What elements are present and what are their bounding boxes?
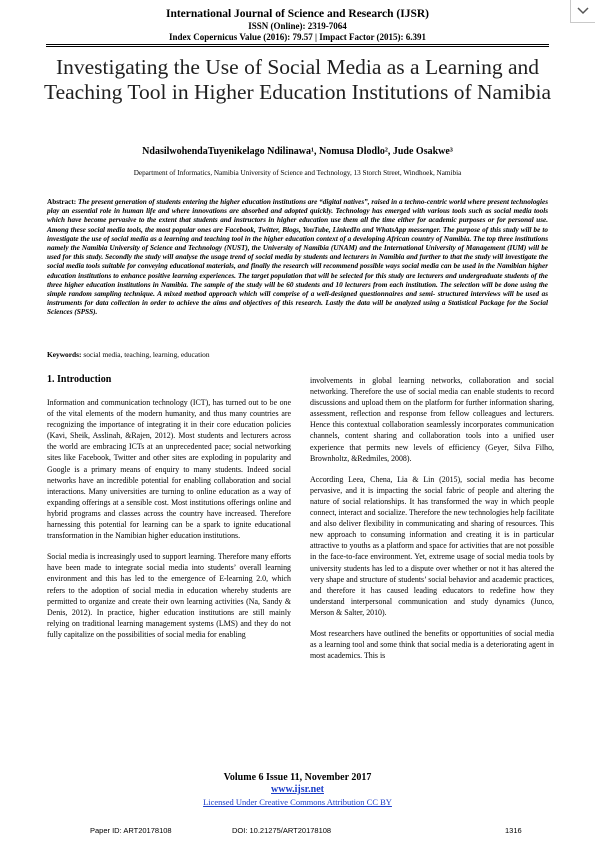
- keywords-label: Keywords:: [47, 350, 82, 359]
- paragraph: Most researchers have outlined the benefits or opportunities of social media as a learning tool and some think that social media is a deteriorating agent in most academics. This is: [310, 628, 554, 661]
- footer-doi: DOI: 10.21275/ART20178108: [232, 826, 332, 835]
- journal-index-line: Index Copernicus Value (2016): 79.57 | Impact Factor (2015): 6.391: [168, 32, 427, 42]
- keywords: [47, 350, 548, 359]
- abstract-label: Abstract:: [47, 198, 77, 206]
- section-heading-introduction: 1. Introduction: [47, 374, 112, 385]
- footer-volume: Volume 6 Issue 11, November 2017: [223, 772, 372, 783]
- abstract-text: The present generation of students entering the higher education institutions are “digital natives”, raised in a techno-centric world where present technologies play an essential role in human life and where innovations are absorbed and adopted quickly. Technology has emerged with various tools such as social media tools which have become pervasive to the extent that students and instructors in higher education use them all the time either for academic purposes or for personal use. Among these social media tools, the most popular ones are Facebook, Twitter, Blogs, YouTube, LinkedIn and WhatsApp messenger. The purpose of this study will be to investigate the use of social media as a learning and teaching tool in the higher education context of a developing African country of Namibia. The top three institutions namely the Namibia University of Science and Technology (NUST), the University of Namibia (UNAM) and the International University of Management (IUM) will be used for this study. Secondly the study will analyse the usage trend of social media by students and lecturers in Namibia and further to that the study will investigate the social media tools suitable for conveying educational materials, and finally the research will recommend possible ways social media can be used in the Namibian higher education institutions to enhance positive learning experiences. The target population that will be selected for this study are lecturers and undergraduate students of the three higher education institutions in Namibia. The sample of the study will be 60 students and 10 lecturers from each institution. The selection will be done using the simple random sampling technique. A mixed method approach which will comprise of a well-designed questionnaires and semi- structured interviews will be used as instruments for data collection in order to achieve the aims and objectives of this research. Lastly the data will be analyzed using a Statistical Package for the Social Sciences (SPSS).: [47, 198, 549, 317]
- paragraph: involvements in global learning networks, collaboration and social networking. Therefore the use of social media can enable students to record discussions and upload them on the platform for further information sharing, assessment, reflection and response from fellow colleagues and lecturers. Hence this contextual collaboration seamlessly incorporates communication channels, content sharing and collaboration tools into a unified user experience that permits new levels of efficiency (Geyer, Silva Filho, Brownholtz, &Redmiles, 2008).: [310, 376, 554, 463]
- header-rule-top: [46, 44, 549, 45]
- paper-affiliation: Department of Informatics, Namibia University of Science and Technology, 13 Storch Street, Windhoek, Namibia: [133, 169, 462, 177]
- journal-name: International Journal of Science and Research (IJSR): [165, 8, 429, 20]
- right-column: [310, 375, 554, 671]
- footer-license-link[interactable]: Licensed Under Creative Commons Attribution CC BY: [203, 797, 392, 807]
- chevron-down-icon: [577, 7, 589, 15]
- paper-authors: NdasilwohendaTuyenikelago Ndilinawa¹, Nomusa Dlodlo², Jude Osakwe³: [142, 146, 453, 157]
- paper-title: Investigating the Use of Social Media as a Learning and Teaching Tool in Higher Education Institutions of Namibia: [43, 55, 552, 104]
- footer-website-link[interactable]: www.ijsr.net: [271, 784, 324, 795]
- paragraph: According Leea, Chena, Lia & Lin (2015), social media has become pervasive, and it is impacting the social fabric of people and altering the nature of social relationships. It has transformed the way in which people connect, interact and socialize. Therefore the new technologies help facilitate and also deliver flexibility in communicating and sharing of resources. This new approach to consuming information and creating it is in particular attractive to youths as a platform and space for activities that are not possible in the face-to-face environment. Yet, extreme usage of social media tools by university students has led to a dispute over whether or not it has altered the very shape and structure of students’ social behavior and academic practices, and therefore it has caused leading educators to redefine how they understand interpersonal communication and study dynamics (Junco, Merson & Salter, 2010).: [310, 474, 554, 617]
- paragraph: Information and communication technology (ICT), has turned out to be one of the vital elements of the modern humanity, and thus many countries are recognizing the importance of integrating it in their core education policies (Kavi, Sheik, Asslinah, &Rajen, 2012). Most students and lecturers across the world are embracing ICTs at an unprecedented pace; social networking sites like Facebook, Twitter and other sites are exploding in popularity and Google is a primary means of enquiry to many students. Indeed social networks have an incredible potential for enabling collaboration and social interactions. Many universities are turning to online education as a way of expanding offerings at a sensible cost. Most institutions offerings online and hybrid programs and classes across the country have increased. Therefore harnessing this potential for learning can be a spark to ignite educational transformation in the Namibian higher education institutions.: [47, 398, 291, 541]
- page-corner-toggle[interactable]: [570, 0, 595, 23]
- header-rule-bottom: [46, 46, 549, 47]
- left-column: [47, 397, 291, 650]
- paragraph: Social media is increasingly used to support learning. Therefore many efforts have been made to integrate social media into students’ overall learning environment and this has led to the emergence of E-learning 2.0, which refers to the adoption of social media in education whereby students are permitted to organize and create their own learning activities (Na, Sandy & Denis, 2012). In practice, higher education institutions are still mainly relying on traditional learning management systems (LMS) and they do not fully capitalize on the possibilities of social media for enabling: [47, 552, 291, 639]
- journal-issn: ISSN (Online): 2319-7064: [248, 21, 347, 31]
- footer-page-number: 1316: [505, 826, 522, 835]
- keywords-text: social media, teaching, learning, education: [83, 350, 210, 359]
- footer-paper-id: Paper ID: ART20178108: [90, 826, 172, 835]
- abstract: [47, 198, 548, 318]
